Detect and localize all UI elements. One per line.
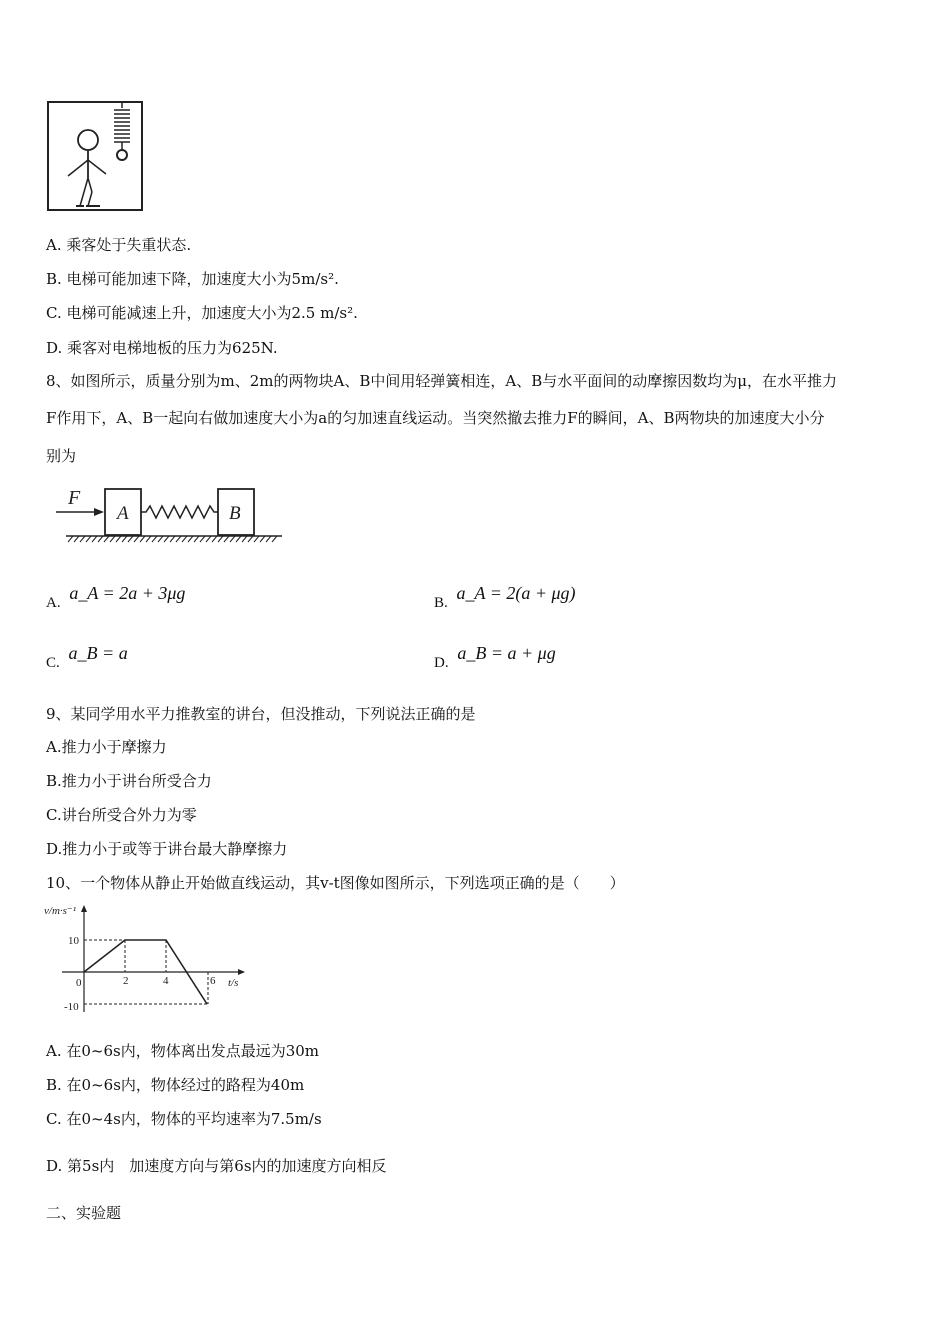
q8-stem-line3: 别为 xyxy=(46,447,77,465)
x-axis-label: t/s xyxy=(228,977,239,989)
q8-option-a-expr: a_A = 2a + 3μg xyxy=(69,583,186,603)
q8-option-b-expr: a_A = 2(a + μg) xyxy=(456,583,576,603)
q8-stem-line1: 8、如图所示，质量分别为m、2m的两物块A、B中间用轻弹簧相连，A、B与水平面间的动摩擦因数均为μ，在水平推力 xyxy=(46,372,837,390)
q9-option-b: B.推力小于讲台所受合力 xyxy=(46,772,212,790)
q9-option-a: A.推力小于摩擦力 xyxy=(46,738,167,756)
q10-option-a: A. 在0~6s内，物体离出发点最远为30m xyxy=(46,1042,320,1060)
q8-stem-line2: F作用下，A、B一起向右做加速度大小为a的匀加速直线运动。当突然撤去推力F的瞬间，A、B两物块的加速度大小分 xyxy=(46,409,825,427)
q10-option-d: D. 第5s内 加速度方向与第6s内的加速度方向相反 xyxy=(46,1157,387,1175)
blocks-spring-figure xyxy=(54,482,286,546)
elevator-figure xyxy=(44,98,154,216)
q8-option-a: A. a_A = 2a + 3μg xyxy=(46,583,186,611)
q9-option-c: C.讲台所受合外力为零 xyxy=(46,806,197,824)
q7-option-b: B. 电梯可能加速下降，加速度大小为5m/s². xyxy=(46,270,339,288)
y-tick-10: 10 xyxy=(68,935,79,947)
q7-option-a: A. 乘客处于失重状态. xyxy=(46,236,192,254)
q10-option-b: B. 在0~6s内，物体经过的路程为40m xyxy=(46,1076,305,1094)
force-label: F xyxy=(68,487,81,509)
x-tick-6: 6 xyxy=(210,975,216,987)
x-tick-0: 0 xyxy=(76,977,82,989)
vt-graph xyxy=(40,900,260,1020)
q8-option-c-expr: a_B = a xyxy=(68,643,128,663)
q9-option-d: D.推力小于或等于讲台最大静摩擦力 xyxy=(46,840,288,858)
q10-option-c: C. 在0~4s内，物体的平均速率为7.5m/s xyxy=(46,1110,322,1128)
y-tick-neg10: -10 xyxy=(64,1001,79,1013)
q10-stem: 10、一个物体从静止开始做直线运动，其v-t图像如图所示，下列选项正确的是（ ） xyxy=(46,874,625,892)
q7-option-c: C. 电梯可能减速上升，加速度大小为2.5 m/s². xyxy=(46,304,358,322)
x-tick-4: 4 xyxy=(163,975,169,987)
q7-option-d: D. 乘客对电梯地板的压力为625N. xyxy=(46,339,278,357)
block-b-label: B xyxy=(229,503,241,524)
q8-option-c: C. a_B = a xyxy=(46,643,128,671)
q8-option-d-expr: a_B = a + μg xyxy=(457,643,556,663)
q8-option-d: D. a_B = a + μg xyxy=(434,643,556,671)
q8-option-b: B. a_A = 2(a + μg) xyxy=(434,583,576,611)
x-tick-2: 2 xyxy=(123,975,129,987)
section-heading: 二、实验题 xyxy=(46,1204,122,1222)
y-axis-label: v/m·s⁻¹ xyxy=(44,905,77,917)
block-a-label: A xyxy=(117,503,129,524)
q9-stem: 9、某同学用水平力推教室的讲台，但没推动，下列说法正确的是 xyxy=(46,705,476,723)
